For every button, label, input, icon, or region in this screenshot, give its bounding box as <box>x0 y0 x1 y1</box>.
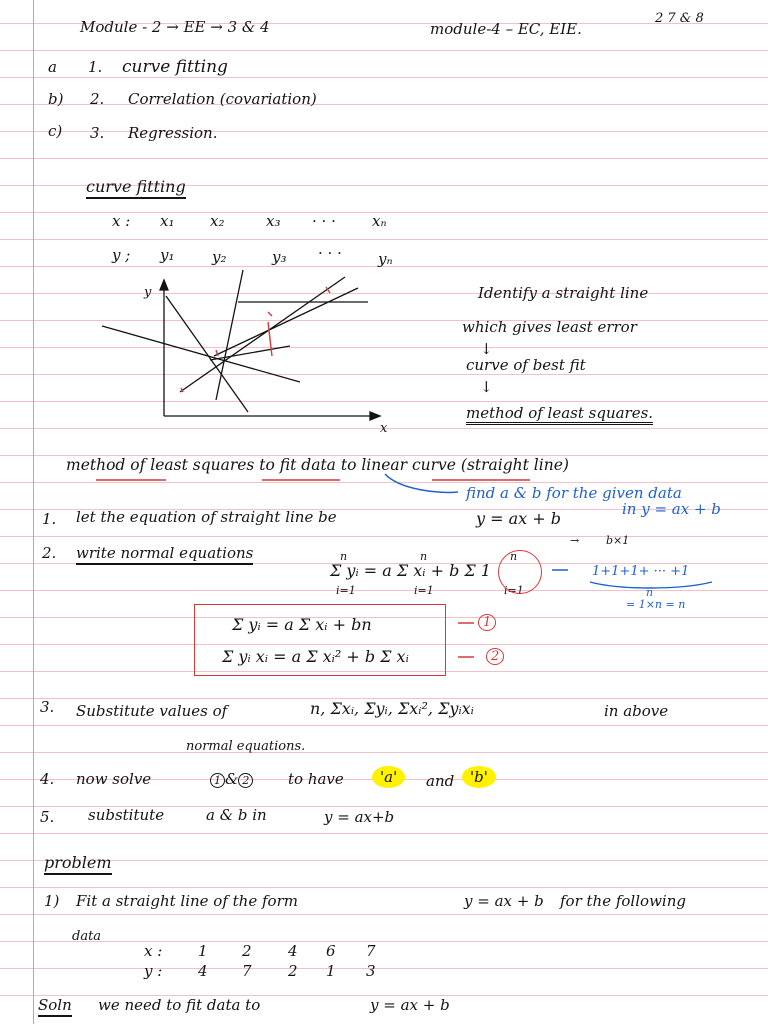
side-note: curve of best fit <box>466 356 586 374</box>
step-text: and <box>426 772 455 790</box>
arrow-right: → <box>570 534 580 547</box>
topic-marker: c) <box>48 122 63 140</box>
blue-note: in y = ax + b <box>622 500 721 518</box>
step-math: y = ax + b <box>476 509 561 528</box>
topic-label: Correlation (covariation) <box>128 90 317 108</box>
question-text: Fit a straight line of the form <box>76 892 298 910</box>
topic-num: 1. <box>88 58 103 76</box>
step-text: let the equation of straight line be <box>76 508 337 526</box>
problem-heading: problem <box>44 854 112 875</box>
soln-math: y = ax + b <box>370 996 450 1014</box>
data-y-cell: 2 <box>288 962 298 980</box>
sum-limit: n <box>340 550 348 563</box>
x-row-cell: x₃ <box>266 212 281 230</box>
sum-one-expansion: 1+1+1+ ··· +1 <box>592 564 690 579</box>
data-x-cell: 4 <box>288 942 298 960</box>
order-note: b×1 <box>606 534 630 547</box>
step-num: 4. <box>40 770 55 788</box>
data-x-cell: 7 <box>366 942 376 960</box>
highlight-a: 'a' <box>372 768 405 786</box>
y-row-cell: y₃ <box>272 248 287 266</box>
data-y-cell: 3 <box>366 962 376 980</box>
module-right: module-4 – EC, EIE. <box>430 20 582 38</box>
topic-marker: a <box>48 58 57 76</box>
sum-limit: n <box>510 550 518 563</box>
x-row-cell: xₙ <box>372 212 387 230</box>
step-text: Substitute values of <box>76 702 228 720</box>
step-text: to have <box>288 770 344 788</box>
sum-one-result: = 1×n = n <box>626 598 686 611</box>
step-text-line2: normal equations. <box>186 739 306 754</box>
sum-one-n: n <box>646 586 654 599</box>
blue-note: find a & b for the given data <box>466 484 682 502</box>
sum-limit: i=1 <box>414 584 434 597</box>
y-row-cell: · · · <box>318 244 342 262</box>
topic-num: 2. <box>90 90 105 108</box>
step-num: 3. <box>40 698 55 716</box>
step-num: 2. <box>42 544 57 562</box>
sum-limit: i=1 <box>336 584 356 597</box>
y-row-label: y ; <box>112 246 131 264</box>
step-text: substitute <box>88 806 165 824</box>
x-row-cell: x₂ <box>210 212 225 230</box>
data-y-cell: 4 <box>198 962 208 980</box>
axis-x-label: x <box>380 421 388 436</box>
highlight-b: 'b' <box>462 768 496 786</box>
y-row-cell: y₂ <box>212 248 227 266</box>
step-math: n, Σxᵢ, Σyᵢ, Σxᵢ², Σyᵢxᵢ <box>310 699 474 718</box>
corner-numbers: 2 7 & 8 <box>655 11 704 26</box>
normal-eq-2: Σ yᵢ xᵢ = a Σ xᵢ² + b Σ xᵢ <box>222 647 409 666</box>
step-text: now solve <box>76 770 152 788</box>
side-note: Identify a straight line <box>478 284 649 302</box>
axis-y-label: y <box>144 285 152 300</box>
question-tail: for the following <box>560 892 686 910</box>
topic-label: curve fitting <box>122 57 228 77</box>
eq-ref-2: 2 <box>486 648 504 666</box>
data-y-label: y : <box>144 962 163 980</box>
data-x-cell: 6 <box>326 942 336 960</box>
arrow-down: ↓ <box>480 340 493 358</box>
question-form: y = ax + b <box>464 892 544 910</box>
topic-marker: b) <box>48 90 64 108</box>
step-num: 5. <box>40 808 55 826</box>
topic-num: 3. <box>90 124 105 142</box>
step-math: y = ax+b <box>324 808 395 826</box>
question-num: 1) <box>44 892 60 910</box>
x-row-cell: · · · <box>312 212 336 230</box>
data-y-cell: 1 <box>326 962 336 980</box>
normal-eq-1: Σ yᵢ = a Σ xᵢ + bn <box>232 615 372 634</box>
method-heading: method of least squares to fit data to linear curve (straight line) <box>66 456 569 474</box>
curve-fitting-title: curve fitting <box>86 178 186 199</box>
step-text: a & b in <box>206 806 267 824</box>
side-note: which gives least error <box>462 318 637 336</box>
x-row-cell: x₁ <box>160 212 175 230</box>
soln-text: we need to fit data to <box>98 996 261 1014</box>
eq-ref-1: 1 <box>478 614 496 632</box>
data-x-cell: 1 <box>198 942 208 960</box>
circled-ref: 1 & 2 <box>210 770 253 790</box>
module-left: Module - 2 → EE → 3 & 4 <box>80 18 270 36</box>
x-row-label: x : <box>112 212 131 230</box>
side-note: method of least squares. <box>466 404 653 425</box>
data-x-label: x : <box>144 942 163 960</box>
step-text: write normal equations <box>76 544 253 565</box>
sum-limit: i=1 <box>504 584 524 597</box>
step-math: Σ yᵢ = a Σ xᵢ + b Σ 1 <box>330 561 491 580</box>
sum-limit: n <box>420 550 428 563</box>
y-row-cell: y₁ <box>160 246 175 264</box>
topic-label: Regression. <box>128 124 218 142</box>
data-y-cell: 7 <box>242 962 252 980</box>
question-tail-2: data <box>72 929 102 944</box>
step-num: 1. <box>42 510 57 528</box>
y-row-cell: yₙ <box>378 250 393 268</box>
soln-label: Soln <box>38 996 72 1017</box>
data-x-cell: 2 <box>242 942 252 960</box>
step-text-after: in above <box>604 702 669 720</box>
arrow-down: ↓ <box>480 378 493 396</box>
